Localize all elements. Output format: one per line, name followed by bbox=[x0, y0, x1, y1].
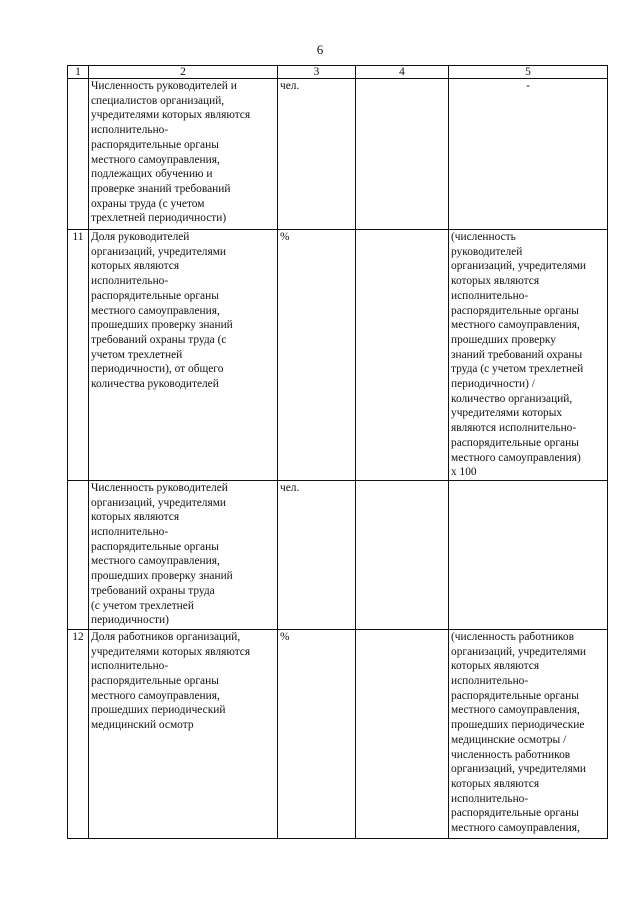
indicator-name: Численность руководителей и специалистов организаций, учредителями которых являются исполнительно- распорядительные органы местного самоуправления, подлежащих обучению и проверке знаний требований охраны труда (с учетом трехлетней периодичности) bbox=[89, 79, 278, 230]
column-header: 5 bbox=[449, 66, 608, 79]
column-header: 1 bbox=[68, 66, 89, 79]
calculation-formula: - bbox=[449, 79, 608, 230]
page-number: 6 bbox=[316, 42, 324, 57]
column-header: 4 bbox=[356, 66, 449, 79]
table-row bbox=[68, 629, 608, 838]
column-header: 3 bbox=[278, 66, 356, 79]
unit-of-measure: чел. bbox=[278, 79, 356, 230]
table-row bbox=[68, 480, 608, 629]
indicator-value bbox=[356, 629, 449, 838]
calculation-formula: (численность работников организаций, учредителями которых являются исполнительно- распорядительные органы местного самоуправления, прошедших периодические медицинские осмотры / численность работников организаций, учредителями которых являются исполнительно- распорядительные органы местного самоуправления, bbox=[449, 629, 608, 838]
row-number: 12 bbox=[68, 629, 89, 838]
indicator-name: Доля работников организаций, учредителями которых являются исполнительно- распорядительные органы местного самоуправления, прошедших периодический медицинский осмотр bbox=[89, 629, 278, 838]
unit-of-measure: % bbox=[278, 629, 356, 838]
calculation-formula: (численность руководителей организаций, учредителями которых являются исполнительно- распорядительные органы местного самоуправления, прошедших проверку знаний требований охраны труда (с учетом трехлетней периодичности) / количество организаций, учредителями которых являются исполнительно- распорядительные органы местного самоуправления) х 100 bbox=[449, 230, 608, 481]
indicator-name: Доля руководителей организаций, учредителями которых являются исполнительно- распорядительные органы местного самоуправления, прошедших проверку знаний требований охраны труда (с учетом трехлетней периодичности), от общего количества руководителей bbox=[89, 230, 278, 481]
calculation-formula bbox=[449, 480, 608, 629]
row-number bbox=[68, 480, 89, 629]
column-header: 2 bbox=[89, 66, 278, 79]
indicator-name: Численность руководителей организаций, учредителями которых являются исполнительно- распорядительные органы местного самоуправления, прошедших проверку знаний требований охраны труда (с учетом трехлетней периодичности) bbox=[89, 480, 278, 629]
row-number: 11 bbox=[68, 230, 89, 481]
indicators-table bbox=[67, 65, 608, 839]
indicator-value bbox=[356, 480, 449, 629]
table-row bbox=[68, 230, 608, 481]
table-header-row bbox=[68, 66, 608, 79]
table-row bbox=[68, 79, 608, 230]
row-number bbox=[68, 79, 89, 230]
unit-of-measure: чел. bbox=[278, 480, 356, 629]
indicator-value bbox=[356, 230, 449, 481]
indicator-value bbox=[356, 79, 449, 230]
unit-of-measure: % bbox=[278, 230, 356, 481]
